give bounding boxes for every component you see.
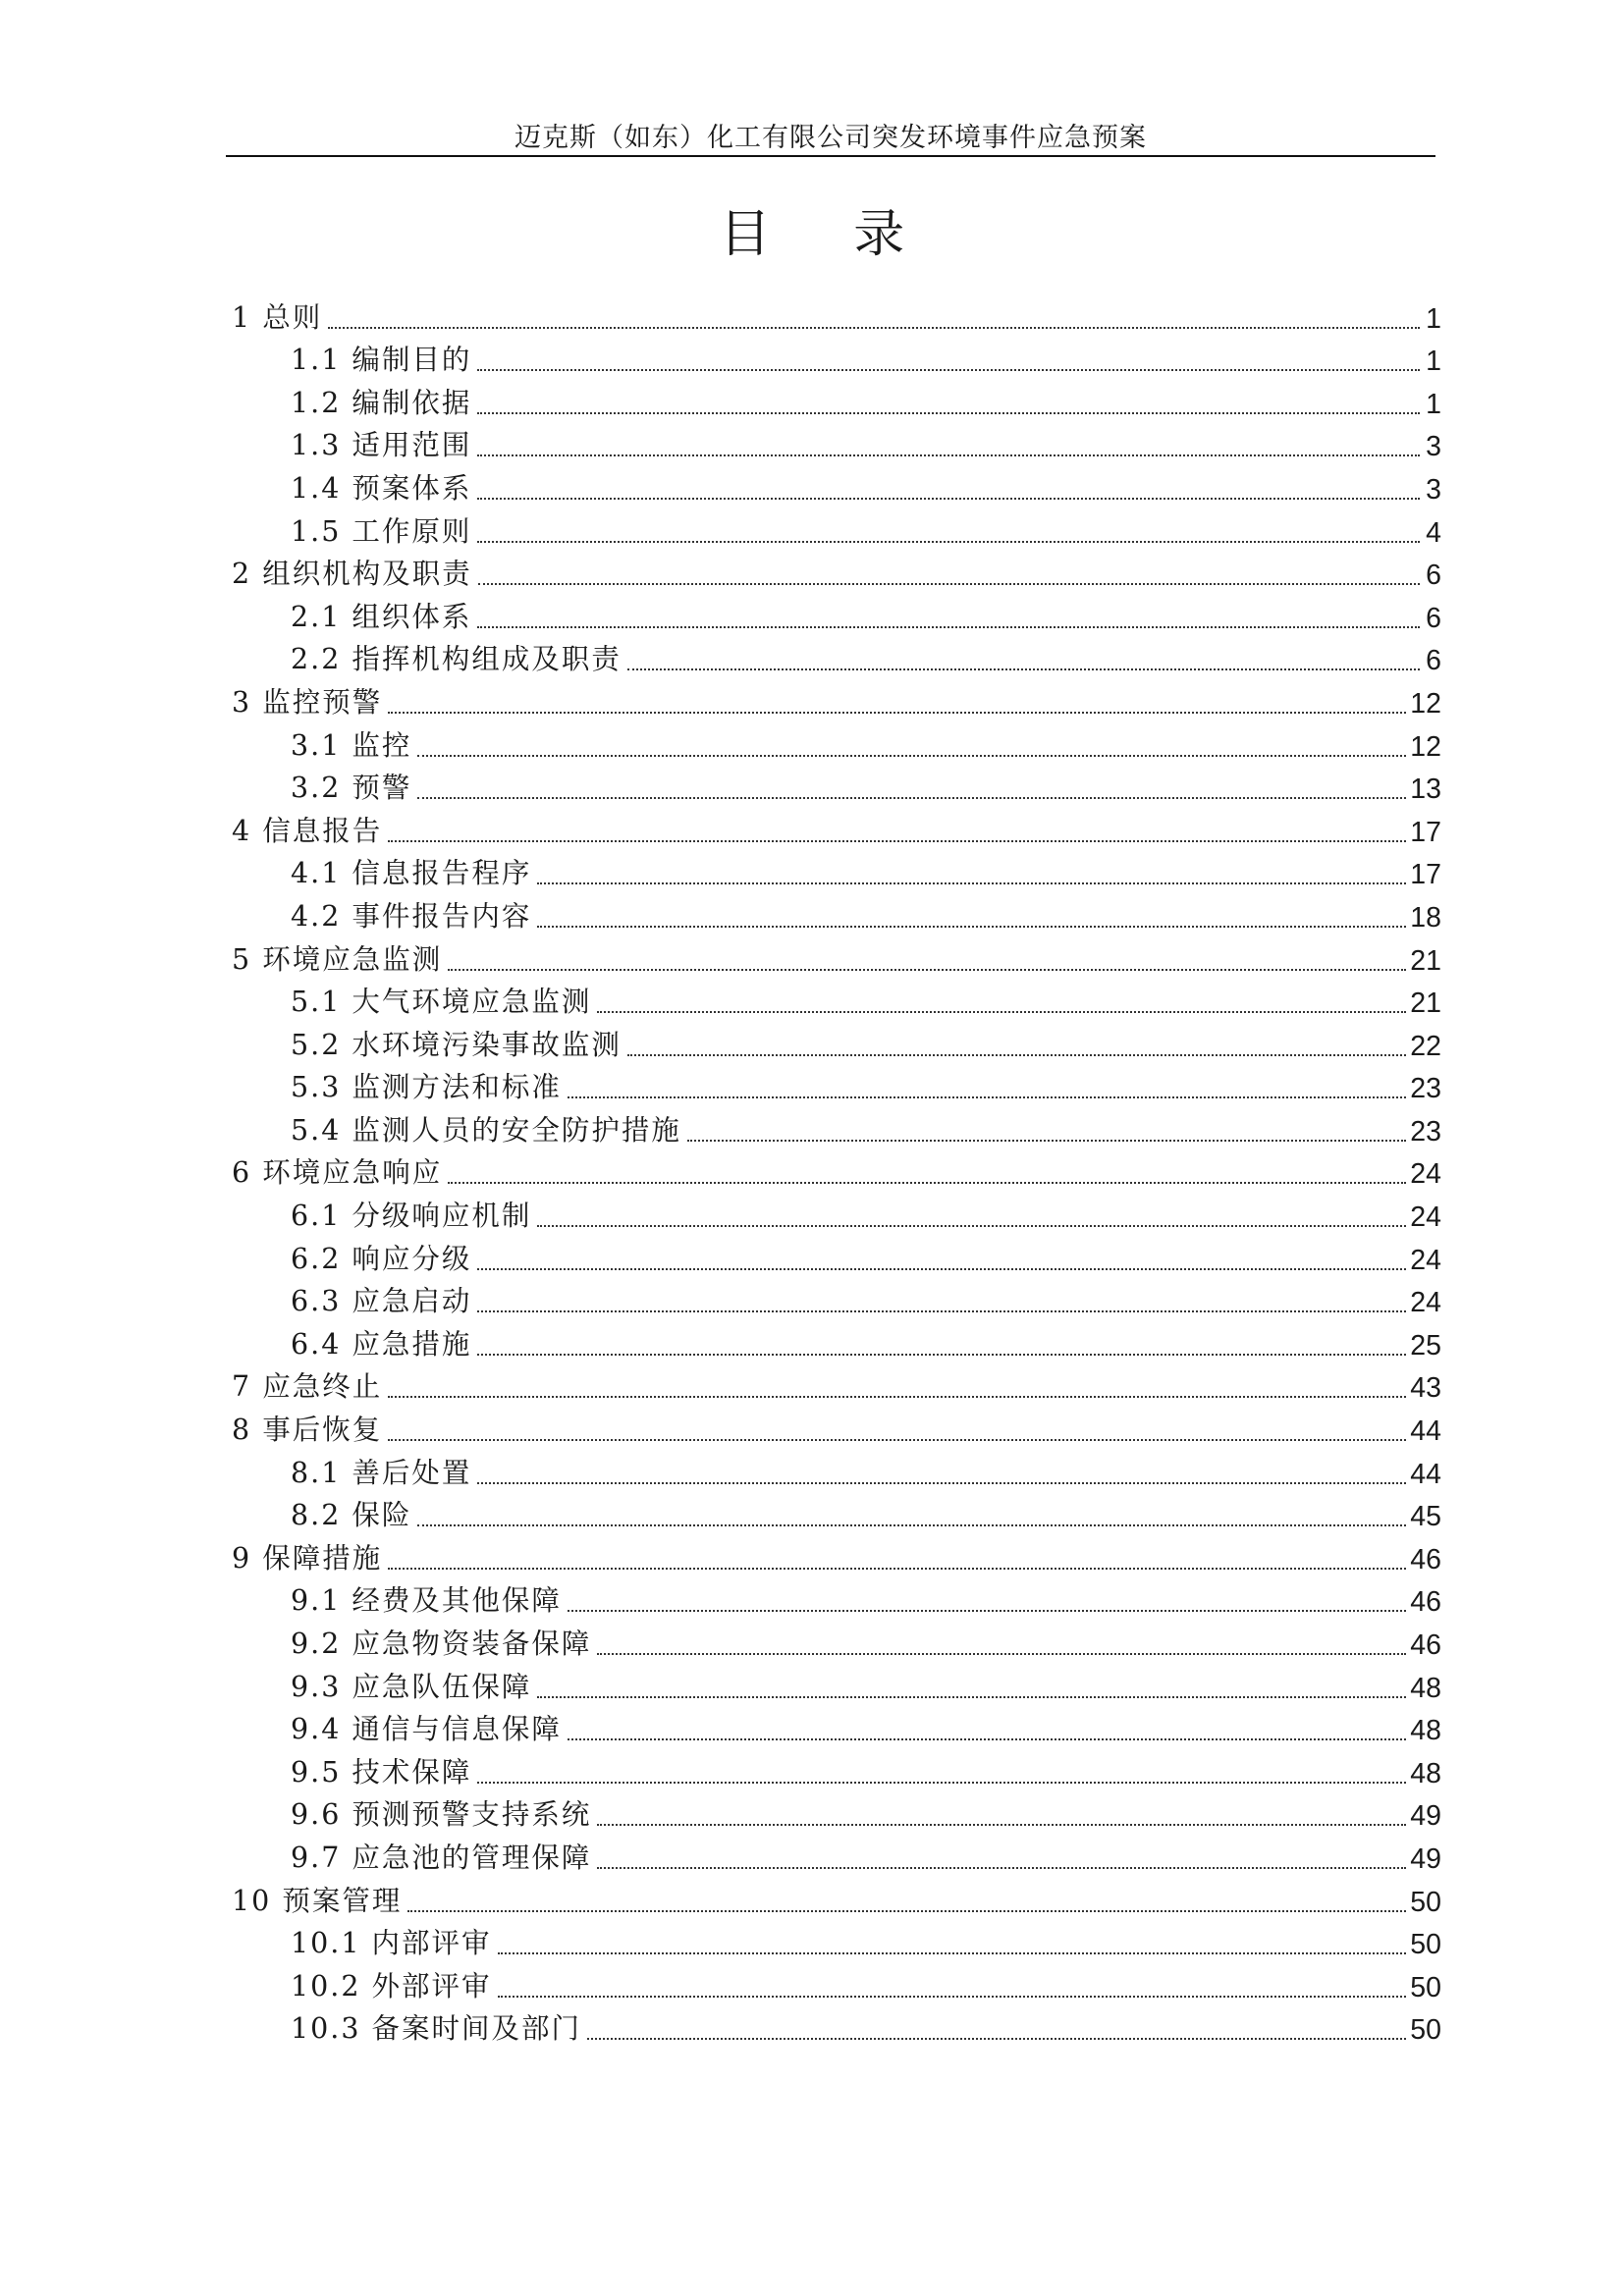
toc-entry-page-number: 13: [1410, 774, 1441, 806]
toc-entry-label: 1 总则: [232, 300, 323, 334]
toc-entry-page-number: 6: [1426, 645, 1441, 677]
dot-leader: [627, 1052, 1406, 1056]
dot-leader: [587, 2036, 1406, 2040]
dot-leader: [477, 539, 1420, 543]
toc-entry[interactable]: [232, 378, 1441, 421]
toc-entry-label: 10.3 备案时间及部门: [291, 2012, 582, 2046]
toc-entry-page-number: 6: [1426, 560, 1441, 592]
toc-entry-label: 2.1 组织体系: [291, 600, 472, 633]
dot-leader: [477, 1266, 1406, 1270]
toc-entry-page-number: 49: [1410, 1842, 1441, 1875]
dot-leader: [477, 367, 1420, 371]
toc-entry[interactable]: [232, 1234, 1441, 1277]
toc-entry[interactable]: [232, 592, 1441, 635]
dot-leader: [568, 1736, 1406, 1740]
toc-entry-label: 5.1 大气环境应急监测: [291, 986, 592, 1019]
toc-entry-label: 9.6 预测预警支持系统: [291, 1798, 592, 1832]
dot-leader: [388, 1394, 1406, 1398]
toc-entry-label: 1.3 适用范围: [291, 429, 472, 462]
dot-leader: [477, 496, 1420, 500]
toc-entry[interactable]: [232, 891, 1441, 934]
toc-entry-page-number: 17: [1410, 816, 1441, 848]
toc-entry-label: 8 事后恢复: [232, 1414, 383, 1447]
toc-entry[interactable]: [232, 507, 1441, 550]
toc-entry-label: 6.4 应急措施: [291, 1327, 472, 1361]
dot-leader: [597, 1822, 1406, 1826]
toc-entry-label: 4.2 事件报告内容: [291, 899, 532, 933]
toc-entry-label: 9 保障措施: [232, 1541, 383, 1575]
dot-leader: [568, 1095, 1406, 1098]
toc-entry-page-number: 48: [1410, 1715, 1441, 1747]
toc-entry[interactable]: [232, 1919, 1441, 1962]
dot-leader: [448, 967, 1406, 971]
toc-entry-label: 9.3 应急队伍保障: [291, 1670, 532, 1703]
dot-leader: [388, 710, 1406, 714]
toc-entry-page-number: 3: [1426, 473, 1441, 506]
toc-entry-page-number: 22: [1410, 1030, 1441, 1062]
toc-entry-page-number: 24: [1410, 1287, 1441, 1319]
toc-entry[interactable]: [232, 463, 1441, 507]
toc-entry[interactable]: [232, 1405, 1441, 1448]
toc-entry-page-number: 49: [1410, 1800, 1441, 1833]
toc-entry-page-number: 3: [1426, 431, 1441, 463]
toc-entry-page-number: 21: [1410, 944, 1441, 977]
toc-entry-page-number: 24: [1410, 1158, 1441, 1191]
toc-entry-label: 3.2 预警: [291, 772, 412, 805]
toc-entry-page-number: 46: [1410, 1543, 1441, 1575]
toc-entry[interactable]: [232, 550, 1441, 593]
toc-entry-label: 6.1 分级响应机制: [291, 1200, 532, 1233]
toc-entry[interactable]: [232, 1191, 1441, 1234]
toc-entry-page-number: 50: [1410, 1886, 1441, 1918]
toc-entry[interactable]: [232, 1576, 1441, 1620]
dot-leader: [477, 1352, 1406, 1356]
toc-entry-label: 9.2 应急物资装备保障: [291, 1628, 592, 1660]
table-of-contents: [232, 293, 1441, 2047]
toc-entry-page-number: 23: [1410, 1115, 1441, 1148]
toc-entry[interactable]: [232, 421, 1441, 464]
toc-entry-label: 5 环境应急监测: [232, 942, 443, 976]
header-divider: [226, 155, 1435, 157]
dot-leader: [477, 1308, 1406, 1312]
dot-leader: [407, 1908, 1406, 1912]
toc-entry-label: 9.7 应急池的管理保障: [291, 1841, 592, 1874]
toc-entry-label: 10 预案管理: [232, 1884, 403, 1917]
toc-entry-page-number: 48: [1410, 1672, 1441, 1704]
toc-entry[interactable]: [232, 1876, 1441, 1919]
toc-entry-page-number: 1: [1426, 302, 1441, 335]
toc-entry-page-number: 21: [1410, 988, 1441, 1020]
dot-leader: [477, 1780, 1406, 1784]
toc-entry-label: 9.1 经费及其他保障: [291, 1584, 562, 1618]
toc-entry[interactable]: [232, 1619, 1441, 1662]
toc-entry-page-number: 46: [1410, 1586, 1441, 1619]
toc-entry[interactable]: [232, 1747, 1441, 1790]
dot-leader: [537, 1223, 1406, 1227]
toc-entry-page-number: 24: [1410, 1244, 1441, 1276]
toc-entry[interactable]: [232, 978, 1441, 1021]
toc-entry[interactable]: [232, 1319, 1441, 1362]
dot-leader: [597, 1009, 1406, 1013]
toc-entry[interactable]: [232, 764, 1441, 807]
toc-entry-page-number: 1: [1426, 388, 1441, 420]
toc-entry[interactable]: [232, 1362, 1441, 1406]
toc-entry[interactable]: [232, 1448, 1441, 1491]
toc-entry-label: 1.2 编制依据: [291, 386, 472, 419]
toc-entry-page-number: 44: [1410, 1458, 1441, 1490]
toc-entry[interactable]: [232, 1063, 1441, 1106]
toc-entry[interactable]: [232, 677, 1441, 721]
dot-leader: [388, 1566, 1406, 1570]
dot-leader: [417, 753, 1406, 757]
toc-entry-label: 1.4 预案体系: [291, 471, 472, 505]
toc-entry[interactable]: [232, 1833, 1441, 1876]
dot-leader: [477, 624, 1420, 628]
toc-entry-page-number: 1: [1426, 346, 1441, 378]
toc-entry-label: 1.5 工作原则: [291, 514, 472, 548]
running-header: 迈克斯（如东）化工有限公司突发环境事件应急预案: [514, 123, 1147, 153]
dot-leader: [477, 410, 1420, 414]
toc-entry[interactable]: [232, 2004, 1441, 2048]
dot-leader: [388, 838, 1406, 842]
toc-entry[interactable]: [232, 635, 1441, 678]
toc-entry[interactable]: [232, 1020, 1441, 1063]
dot-leader: [498, 1994, 1407, 1998]
toc-entry-page-number: 25: [1410, 1329, 1441, 1362]
toc-entry-label: 7 应急终止: [232, 1370, 383, 1404]
toc-entry-label: 3 监控预警: [232, 685, 383, 719]
toc-entry[interactable]: [232, 934, 1441, 978]
toc-entry-page-number: 23: [1410, 1073, 1441, 1105]
toc-entry-label: 5.4 监测人员的安全防护措施: [291, 1113, 681, 1147]
toc-entry-label: 10.2 外部评审: [291, 1969, 492, 2002]
toc-entry[interactable]: [232, 1105, 1441, 1148]
toc-entry-label: 4 信息报告: [232, 814, 383, 847]
toc-entry[interactable]: [232, 336, 1441, 379]
dot-leader: [687, 1138, 1406, 1142]
toc-entry-label: 6.2 响应分级: [291, 1242, 472, 1275]
toc-entry-page-number: 12: [1410, 687, 1441, 720]
toc-entry-label: 10.1 内部评审: [291, 1927, 492, 1960]
toc-entry[interactable]: [232, 1961, 1441, 2004]
dot-leader: [448, 1180, 1406, 1184]
toc-entry-page-number: 50: [1410, 1971, 1441, 2003]
dot-leader: [537, 881, 1406, 884]
toc-entry-page-number: 18: [1410, 901, 1441, 934]
toc-entry-page-number: 46: [1410, 1629, 1441, 1661]
dot-leader: [498, 1950, 1407, 1954]
dot-leader: [417, 1522, 1406, 1526]
toc-entry-page-number: 17: [1410, 859, 1441, 891]
dot-leader: [417, 795, 1406, 799]
toc-entry-page-number: 12: [1410, 730, 1441, 763]
toc-entry-label: 6.3 应急启动: [291, 1285, 472, 1318]
toc-entry-label: 9.5 技术保障: [291, 1755, 472, 1789]
dot-leader: [537, 924, 1406, 928]
toc-entry[interactable]: [232, 1662, 1441, 1705]
toc-entry[interactable]: [232, 806, 1441, 849]
toc-entry-label: 3.1 监控: [291, 728, 412, 762]
dot-leader: [478, 581, 1420, 585]
toc-entry-label: 5.2 水环境污染事故监测: [291, 1028, 622, 1061]
toc-entry-page-number: 45: [1410, 1501, 1441, 1533]
toc-entry-page-number: 44: [1410, 1415, 1441, 1448]
toc-entry[interactable]: [232, 1790, 1441, 1834]
toc-entry[interactable]: [232, 1533, 1441, 1576]
toc-entry[interactable]: [232, 1148, 1441, 1192]
dot-leader: [597, 1865, 1406, 1869]
toc-entry-page-number: 4: [1426, 516, 1441, 549]
toc-entry-label: 2 组织机构及职责: [232, 558, 472, 591]
dot-leader: [477, 1480, 1406, 1484]
dot-leader: [597, 1651, 1406, 1655]
toc-entry-page-number: 50: [1410, 1929, 1441, 1961]
toc-title: 目 录: [719, 205, 939, 264]
dot-leader: [568, 1608, 1406, 1612]
dot-leader: [477, 453, 1420, 456]
toc-entry-label: 2.2 指挥机构组成及职责: [291, 643, 622, 676]
dot-leader: [388, 1437, 1406, 1441]
toc-entry-page-number: 48: [1410, 1757, 1441, 1789]
toc-entry[interactable]: [232, 293, 1441, 336]
toc-entry-page-number: 6: [1426, 602, 1441, 634]
toc-entry-label: 8.1 善后处置: [291, 1456, 472, 1489]
dot-leader: [328, 325, 1420, 329]
toc-entry-label: 6 环境应急响应: [232, 1156, 443, 1190]
toc-entry[interactable]: [232, 849, 1441, 892]
toc-entry[interactable]: [232, 1491, 1441, 1534]
toc-entry[interactable]: [232, 721, 1441, 764]
toc-entry-page-number: 50: [1410, 2014, 1441, 2047]
toc-entry-label: 8.2 保险: [291, 1499, 412, 1532]
dot-leader: [627, 667, 1420, 670]
toc-entry-page-number: 43: [1410, 1372, 1441, 1405]
toc-entry-label: 4.1 信息报告程序: [291, 857, 532, 890]
toc-entry-label: 1.1 编制目的: [291, 344, 472, 377]
toc-entry[interactable]: [232, 1705, 1441, 1748]
toc-entry[interactable]: [232, 1277, 1441, 1320]
toc-entry-page-number: 24: [1410, 1201, 1441, 1234]
dot-leader: [537, 1694, 1406, 1698]
toc-entry-label: 5.3 监测方法和标准: [291, 1071, 562, 1104]
toc-entry-label: 9.4 通信与信息保障: [291, 1713, 562, 1746]
